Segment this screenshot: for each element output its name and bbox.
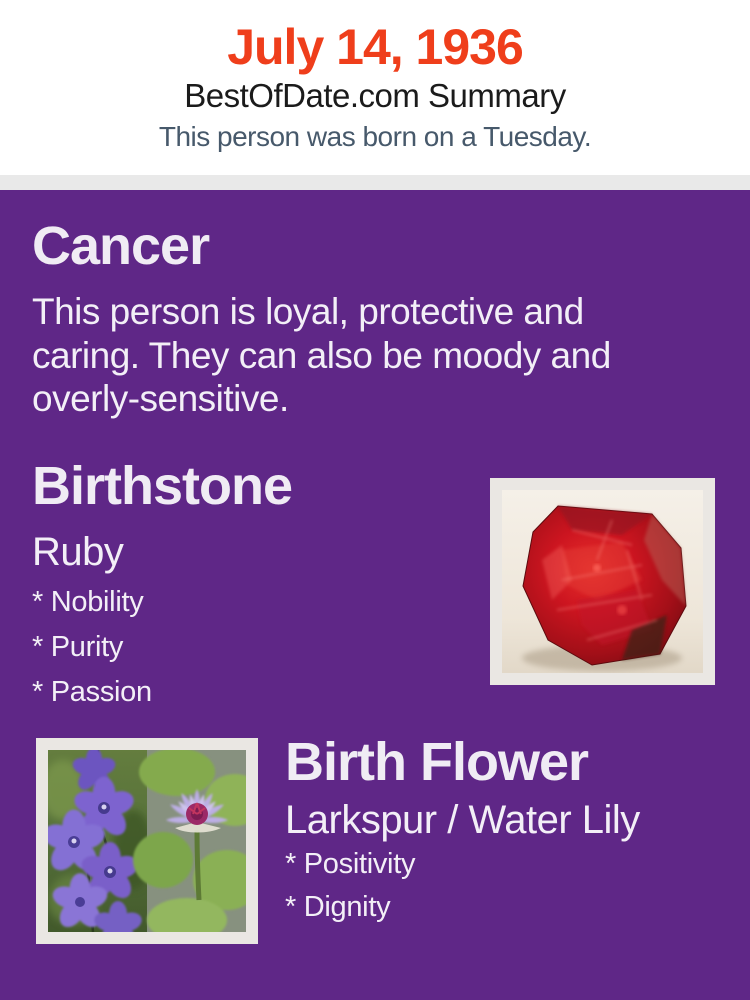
birth-flower-trait: * Positivity [285, 848, 416, 880]
purple-panel [0, 190, 750, 1000]
zodiac-description: This person is loyal, protective and caring. They can also be moody and overly-sensitive. [32, 291, 611, 420]
header [0, 0, 750, 175]
larkspur-and-water-lily-photo [48, 750, 246, 932]
birthstone-name: Ruby [32, 530, 124, 574]
born-on-tagline: This person was born on a Tuesday. [158, 121, 592, 152]
birth-flower-name: Larkspur / Water Lily [285, 798, 640, 842]
birth-flower-trait: * Dignity [285, 891, 391, 923]
zodiac-sign-heading: Cancer [32, 216, 210, 276]
divider-strip [0, 175, 750, 190]
site-summary-title: BestOfDate.com Summary [184, 77, 566, 114]
ruby-photo-frame [490, 478, 715, 685]
flower-photo-frame [36, 738, 258, 944]
birthstone-trait-list [32, 588, 152, 723]
birthstone-trait: * Nobility [32, 586, 144, 618]
ruby-gemstone-photo [502, 490, 703, 673]
birthstone-trait: * Passion [32, 676, 152, 708]
birth-flower-heading: Birth Flower [285, 732, 589, 792]
birthstone-trait: * Purity [32, 631, 124, 663]
page-title-date: July 14, 1936 [227, 19, 523, 75]
birth-flower-trait-list [285, 850, 415, 936]
birthstone-heading: Birthstone [32, 456, 292, 516]
